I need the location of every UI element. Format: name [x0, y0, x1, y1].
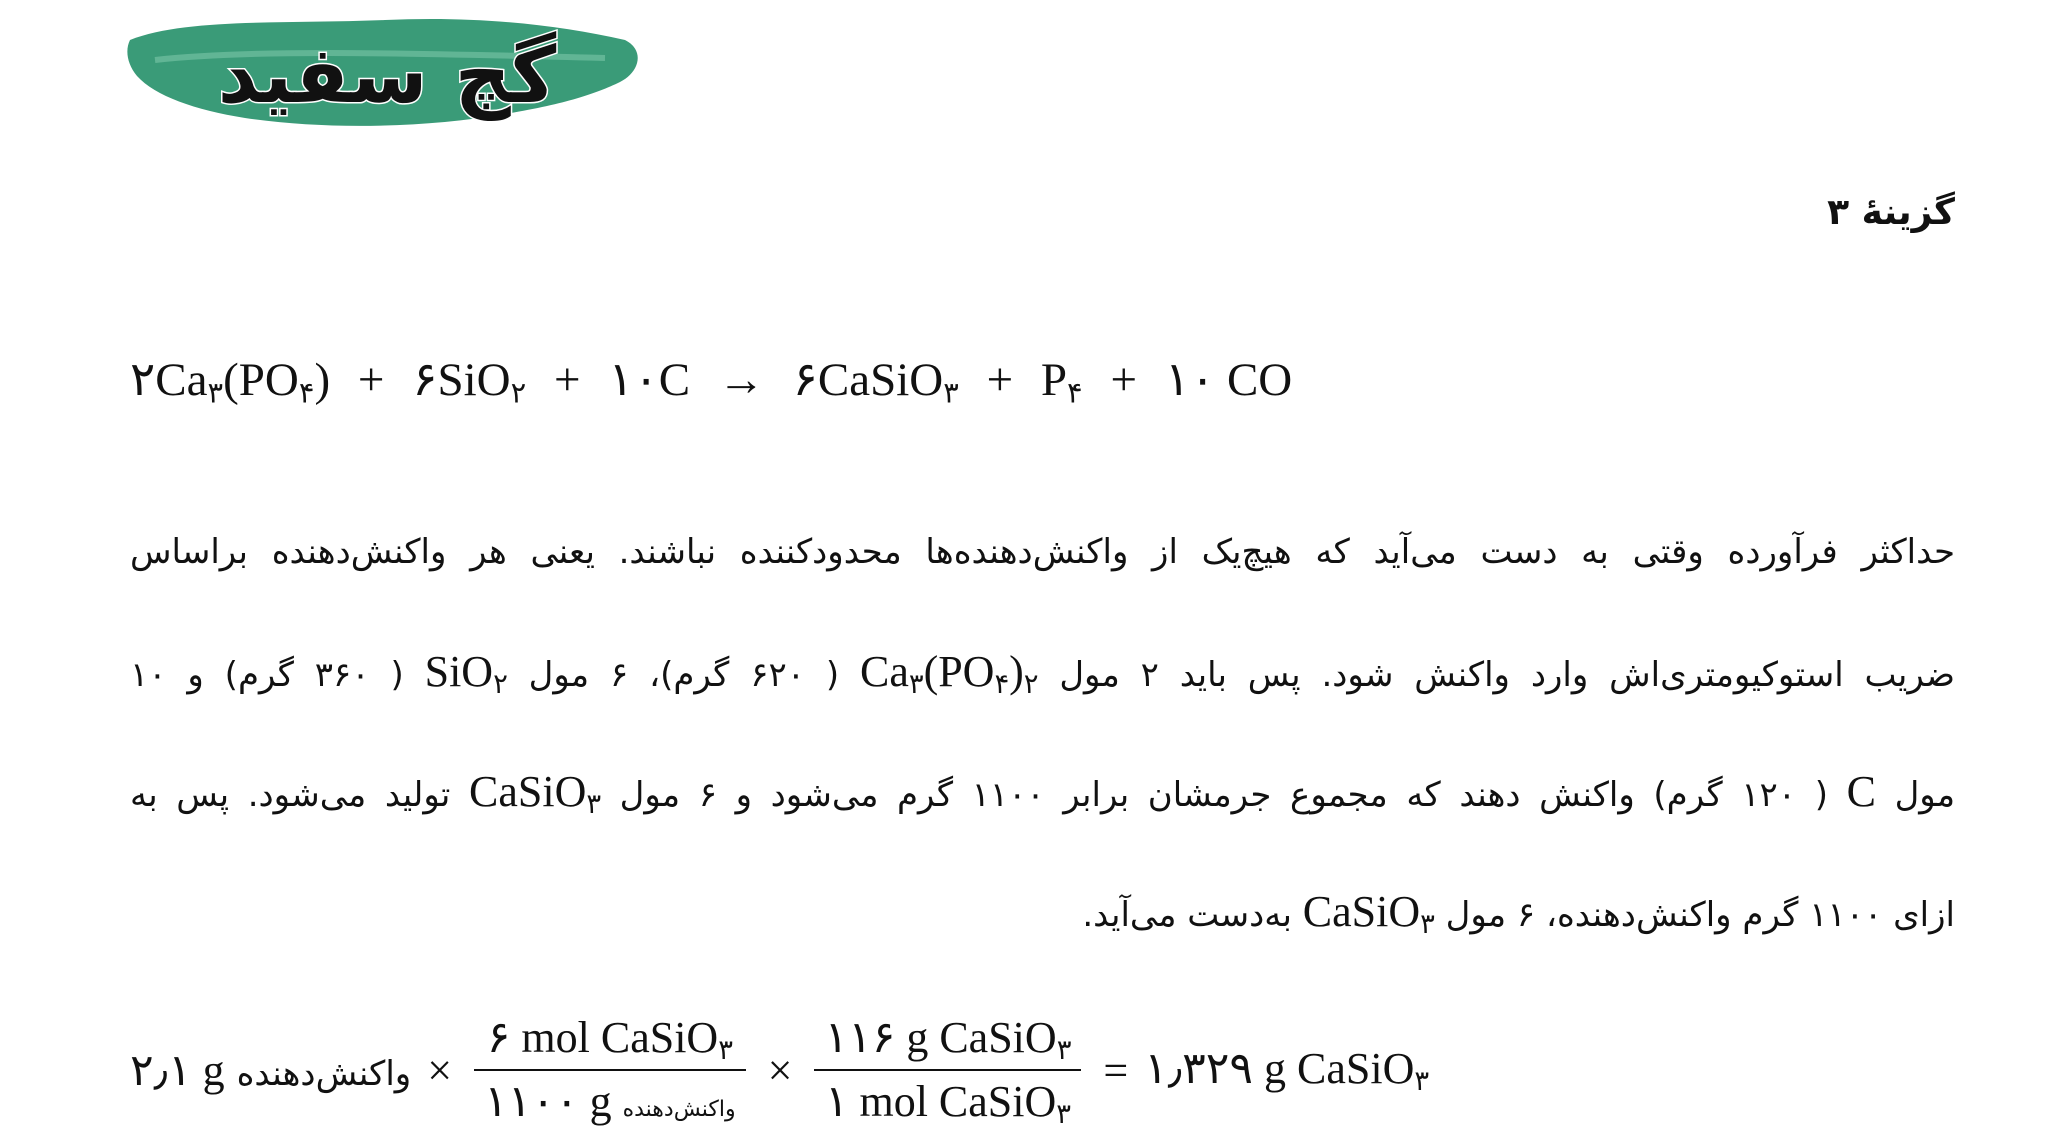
answer-heading: گزینهٔ ۳: [1827, 192, 1955, 233]
formula-silicon-dioxide: SiO$_۲$: [424, 647, 508, 699]
explanation-paragraph: [130, 492, 1955, 972]
paragraph-line-1: حداکثر فرآورده وقتی به دست می‌آید که هیچ‌یک از واکنش‌دهنده‌ها محدودکننده نباشند. یعنی هر واکنش‌دهنده براساس: [130, 532, 1955, 572]
formula-calcium-silicate: CaSiO$_۳$: [469, 767, 602, 819]
mole-ratio-fraction: [474, 1007, 746, 1133]
formula-calcium-silicate-2: CaSiO$_۳$: [1302, 887, 1435, 939]
equals-sign: =: [1103, 1045, 1129, 1095]
reactant-calcium-phosphate: $۲Ca_۳(PO_۴)$: [130, 354, 331, 410]
fraction-numerator-2: ۱۱۶ g CaSiO$_۳$: [824, 1013, 1072, 1065]
product-carbon-monoxide: ۱۰ CO: [1164, 354, 1293, 406]
fraction-numerator: ۶ mol CaSiO$_۳$: [486, 1013, 733, 1065]
formula-carbon: C: [1846, 767, 1876, 816]
paragraph-line-2: ضریب استوکیومتری‌اش وارد واکنش شود. پس باید ۲ مول $Ca_۳(PO_۴)_۲$ ( ۶۲۰ گرم)، ۶ مول SiO$_۲$ ( ۳۶۰ گرم) و ۱۰: [130, 647, 1956, 699]
product-calcium-silicate: ۶CaSiO$_۳$: [792, 354, 959, 410]
formula-calcium-phosphate: $Ca_۳(PO_۴)_۲$: [860, 647, 1039, 699]
paragraph-line-4: ازای ۱۱۰۰ گرم واکنش‌دهنده، ۶ مول CaSiO$_۳$ به‌دست می‌آید.: [1082, 887, 1955, 939]
paragraph-line-3: مول C ( ۱۲۰ گرم) واکنش دهند که مجموع جرمشان برابر ۱۱۰۰ گرم می‌شود و ۶ مول CaSiO$_۳$ تولید می‌شود. پس به: [130, 767, 1956, 819]
times-sign: ×: [427, 1045, 453, 1095]
logo: [125, 10, 650, 140]
reactant-silicon-dioxide: ۶SiO$_۲$: [412, 354, 527, 410]
logo-text: گچ سفید: [217, 31, 557, 121]
calculation-result: ۱٫۳۲۹ g CaSiO$_۳$: [1144, 1044, 1430, 1096]
molar-mass-fraction: [814, 1007, 1081, 1133]
times-sign-2: ×: [767, 1045, 793, 1095]
chemical-equation: $۲Ca_۳(PO_۴)$ + ۶SiO$_۲$ + ۱۰C → ۶CaSiO$_۳$ + $P_۴$ + ۱۰ CO: [130, 354, 1293, 410]
reaction-arrow: →: [717, 354, 765, 406]
product-phosphorus: $P_۴$: [1040, 354, 1083, 410]
reactant-mass: ۲٫۱ g واکنش‌دهنده: [130, 1045, 412, 1095]
fraction-denominator-2: ۱ mol CaSiO$_۳$: [824, 1077, 1071, 1129]
conversion-calculation: [130, 1000, 1429, 1140]
reactant-carbon: ۱۰C: [608, 354, 691, 406]
fraction-denominator: ۱۱۰۰ g واکنش‌دهنده: [484, 1077, 736, 1126]
